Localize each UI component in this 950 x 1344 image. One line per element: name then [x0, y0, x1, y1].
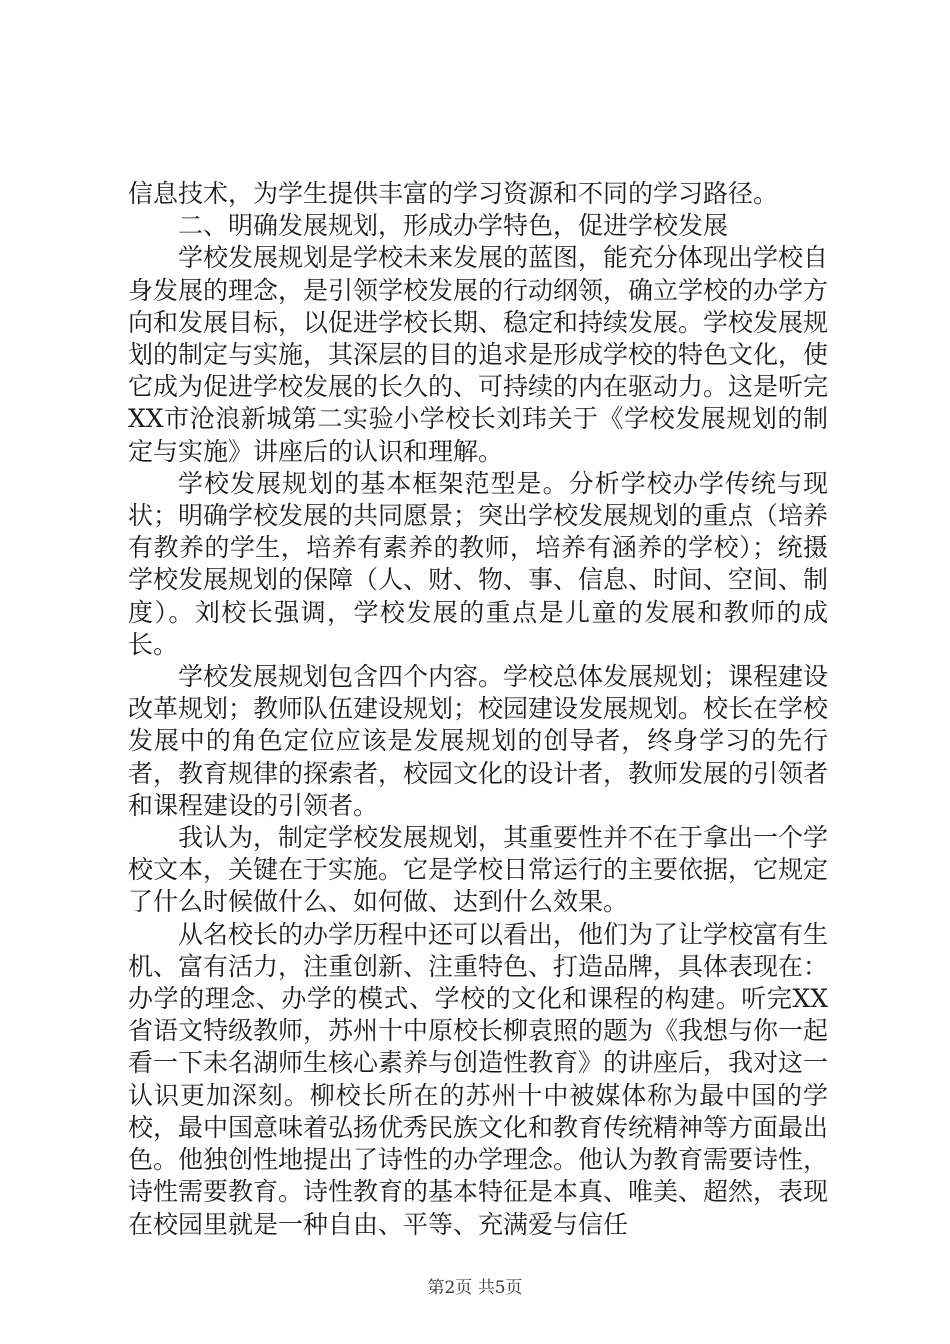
paragraph: 学校发展规划的基本框架范型是。分析学校办学传统与现状；明确学校发展的共同愿景；突出学校发展规划的重点（培养有教养的学生，培养有素养的教师，培养有涵养的学校）；统摄学校发展规划的保障（人、财、物、事、信息、时间、空间、制度）。刘校长强调，学校发展的重点是儿童的发展和教师的成长。: [128, 468, 829, 659]
paragraph: 学校发展规划是学校未来发展的蓝图，能充分体现出学校自身发展的理念，是引领学校发展的行动纲领，确立学校的办学方向和发展目标，以促进学校长期、稳定和持续发展。学校发展规划的制定与实施，其深层的目的追求是形成学校的特色文化，使它成为促进学校发展的长久的、可持续的内在驱动力。这是听完XX市沧浪新城第二实验小学校长刘玮关于《学校发展规划的制定与实施》讲座后的认识和理解。: [128, 243, 829, 466]
page-footer: 第2页 共5页: [427, 1278, 523, 1298]
paragraph: 我认为，制定学校发展规划，其重要性并不在于拿出一个学校文本，关键在于实施。它是学校日常运行的主要依据，它规定了什么时候做什么、如何做、达到什么效果。: [128, 823, 829, 917]
paragraph: 从名校长的办学历程中还可以看出，他们为了让学校富有生机、富有活力，注重创新、注重特色、打造品牌，具体表现在：办学的理念、办学的模式、学校的文化和课程的构建。听完XX省语文特级教师，苏州十中原校长柳袁照的题为《我想与你一起看一下未名湖师生核心素养与创造性教育》的讲座后，我对这一认识更加深刻。柳校长所在的苏州十中被媒体称为最中国的学校，最中国意味着弘扬优秀民族文化和教育传统精神等方面最出色。他独创性地提出了诗性的办学理念。他认为教育需要诗性，诗性需要教育。诗性教育的基本特征是本真、唯美、超然，表现在校园里就是一种自由、平等、充满爱与信任: [128, 919, 829, 1239]
section-heading: 二、明确发展规划，形成办学特色，促进学校发展: [178, 211, 729, 241]
paragraph: 学校发展规划包含四个内容。学校总体发展规划；课程建设改革规划；教师队伍建设规划；校园建设发展规划。校长在学校发展中的角色定位应该是发展规划的创导者，终身学习的先行者，教育规律的探索者，校园文化的设计者，教师发展的引领者和课程建设的引领者。: [128, 662, 829, 820]
paragraph-continuation: 信息技术，为学生提供丰富的学习资源和不同的学习路径。: [128, 179, 779, 208]
document-body: [128, 178, 828, 1241]
